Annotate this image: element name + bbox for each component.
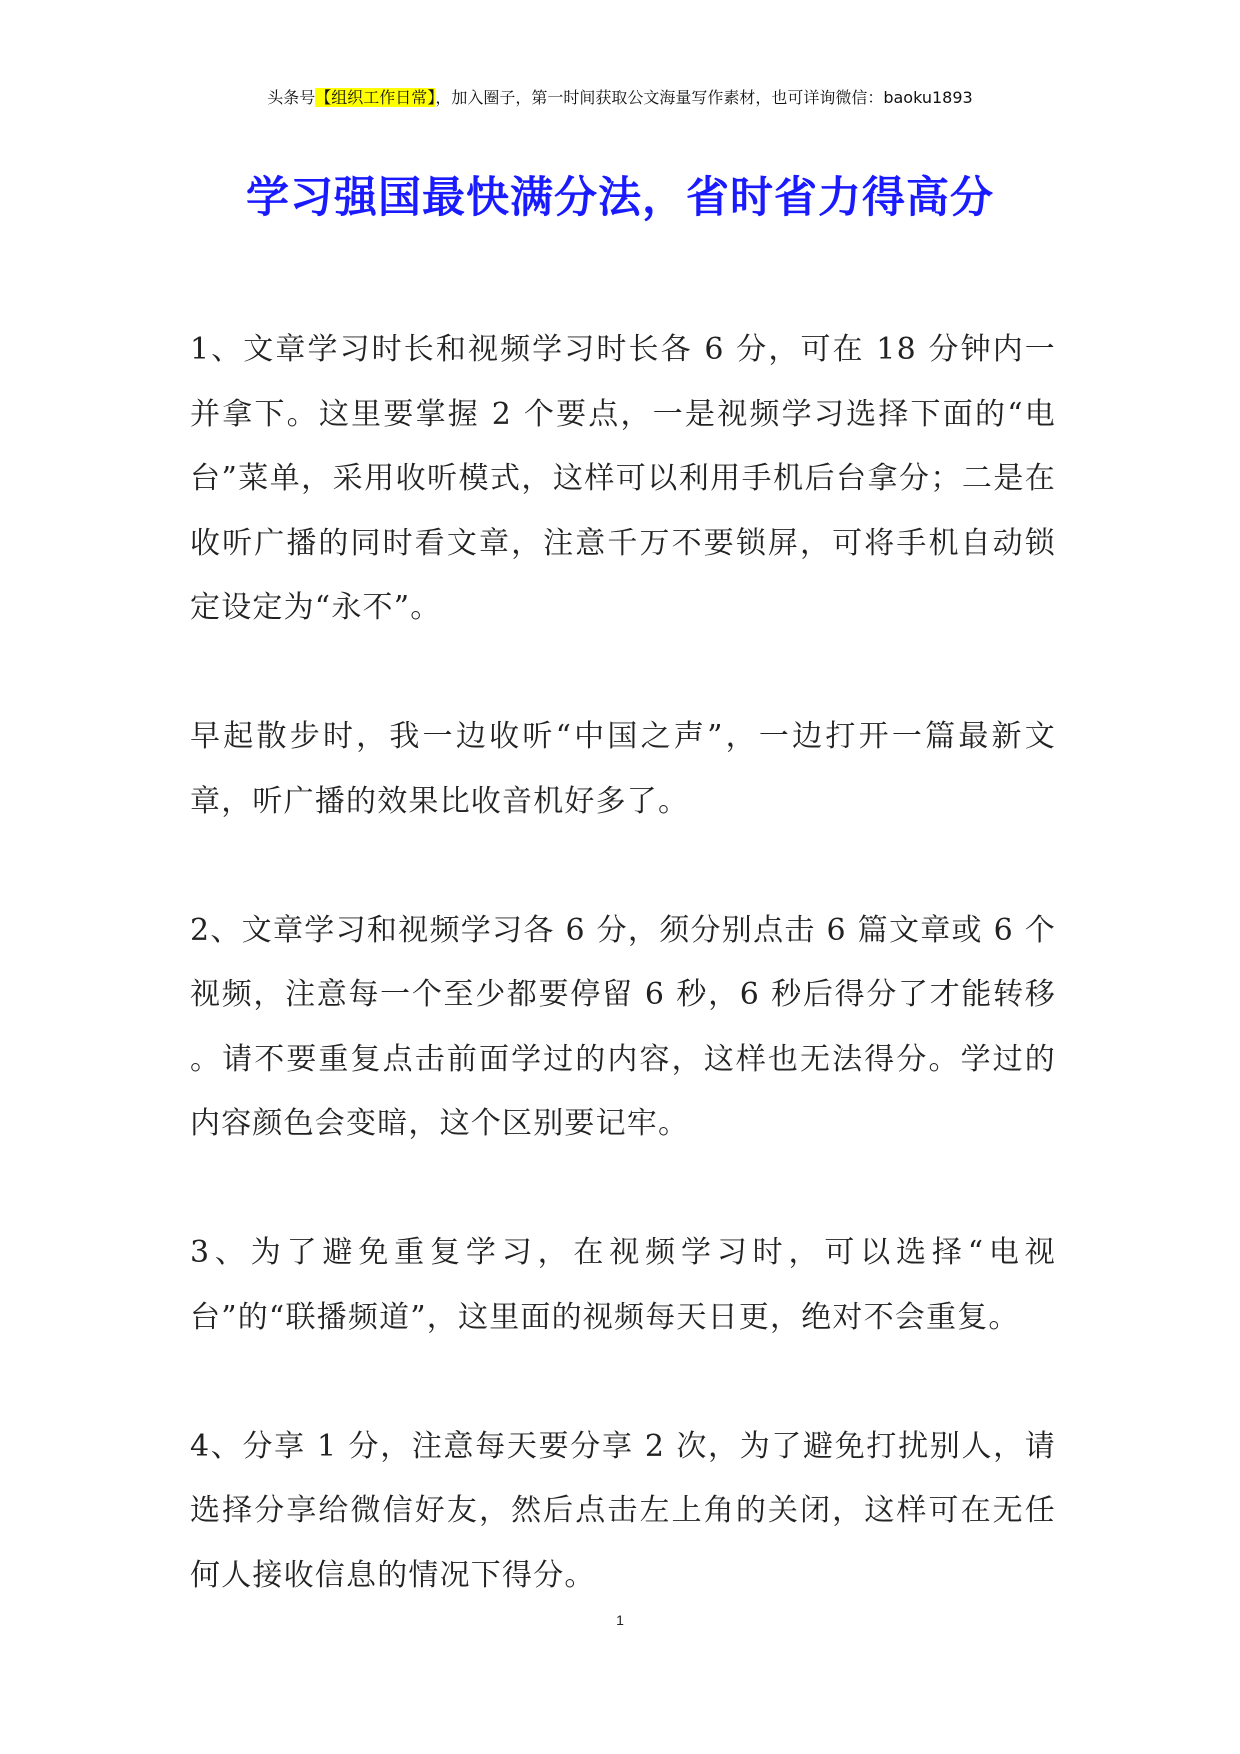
- header-highlight: [315, 88, 435, 107]
- page-number: 1: [616, 1612, 624, 1628]
- paragraph-4: 3、为了避免重复学习，在视频学习时，可以选择“电视台”的“联播频道”，这里面的视频每天日更，绝对不会重复。: [190, 1235, 1056, 1335]
- header-bracket-open: 【: [315, 88, 332, 107]
- header-highlight-text: 组织工作日常: [331, 88, 428, 107]
- paragraph-3: 2、文章学习和视频学习各 6 分，须分别点击 6 篇文章或 6 个视频，注意每一个至少都要停留 6 秒，6 秒后得分了才能转移 。请不要重复点击前面学过的内容，这样也无法得分。学过的内容颜色会变暗，这个区别要记牢。: [190, 912, 1056, 1141]
- document-title: 学习强国最快满分法，省时省力得高分: [246, 173, 994, 223]
- header-prefix: 头条号: [267, 88, 316, 107]
- document-body: [190, 318, 1056, 1608]
- paragraph-5: 4、分享 1 分，注意每天要分享 2 次，为了避免打扰别人，请选择分享给微信好友，然后点击左上角的关闭，这样可在无任何人接收信息的情况下得分。: [190, 1428, 1056, 1593]
- paragraph-2: 早起散步时，我一边收听“中国之声”，一边打开一篇最新文章，听广播的效果比收音机好多了。: [190, 719, 1056, 819]
- paragraph-1: 1、文章学习时长和视频学习时长各 6 分，可在 18 分钟内一并拿下。这里要掌握 2 个要点，一是视频学习选择下面的“电台”菜单，采用收听模式，这样可以利用手机后台拿分；二是在收听广播的同时看文章，注意千万不要锁屏，可将手机自动锁定设定为“永不”。: [190, 332, 1056, 625]
- header-bracket-close: 】: [427, 88, 436, 107]
- page-header: [0, 86, 1240, 110]
- header-suffix: ，加入圈子，第一时间获取公文海量写作素材，也可详询微信：baoku1893: [435, 88, 973, 107]
